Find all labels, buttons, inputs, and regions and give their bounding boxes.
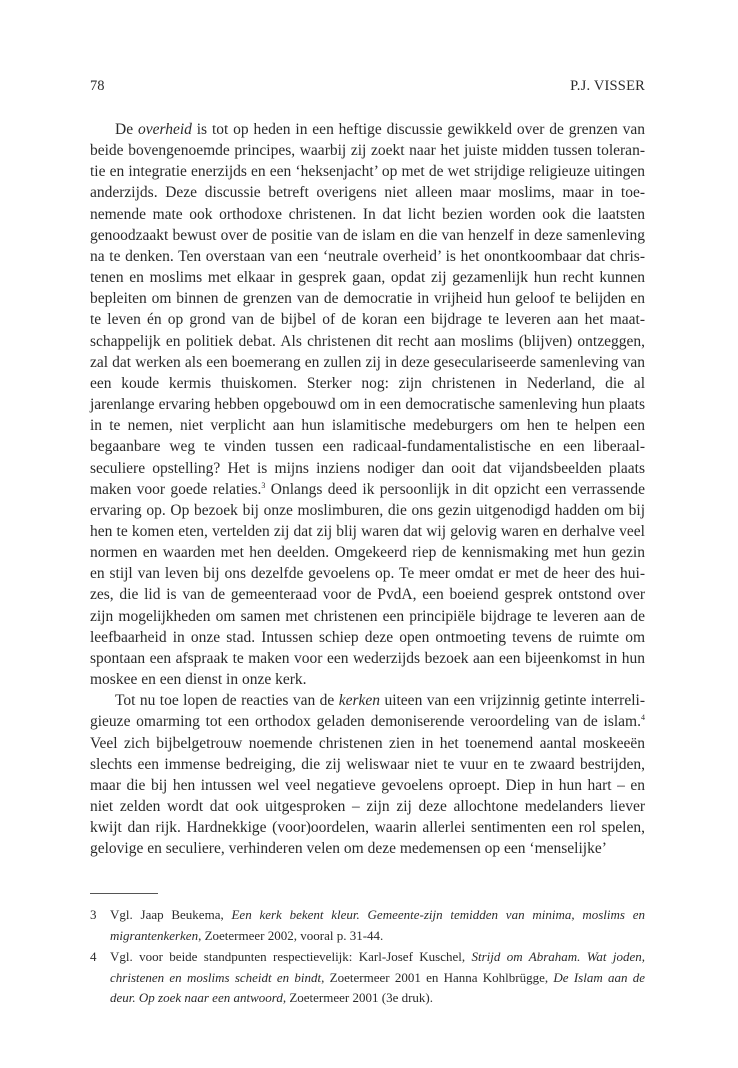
footnote-middle: , Zoetermeer 2001 en Hanna Kohlbrügge, [321, 969, 554, 985]
footnote [90, 947, 645, 1009]
footnote-suffix: Zoetermeer 2001 (3e druk). [286, 990, 434, 1005]
footnote-text [110, 947, 645, 1009]
footnote-title: Een kerk bekent kleur. Gemeente-zijn temidden van minima, moslims en migrantenkerken [110, 907, 645, 943]
footnote-reference[interactable]: 4 [641, 713, 645, 723]
footnote-prefix: Vgl. Jaap Beukema, [110, 907, 232, 922]
footnote-title: De Islam aan de deur. Op zoek naar een antwoord, [110, 969, 645, 1005]
paragraph-text: is tot op heden in een heftige discussie gewikkeld over de grenzen van beide bovengenoemde principes, waarbij zij zoekt naar het juiste midden tussen tolerantie en integratie enerzijds en een ‘heksenjacht’ op met de wet strijdige religieuze uitingen anderzijds. Deze discussie betreft overigens niet alleen maar moslims, maar in toenemende mate ook orthodoxe christenen. In dat licht bezien worden ook die laatsten genoodzaakt bewust over de positie van de islam en die van henzelf in deze samenleving na te denken. Ten overstaan van een ‘neutrale overheid’ is het onontkoombaar dat christenen en moslims met elkaar in gesprek gaan, opdat zij gezamenlijk hun recht kunnen bepleiten om binnen de grenzen van de democratie in vrijheid hun geloof te belijden en te leven én op grond van de bijbel of de koran een bijdrage te leveren aan het maatschappelijk en politiek debat. Als christenen dit recht aan moslims (blijven) ontzeggen, zal dat werken als een boemerang en zullen zij in deze geseculariseerde samenleving van een koude kermis thuiskomen. Sterker nog: zijn christenen in Nederland, die al jarenlange ervaring hebben opgebouwd om in een democratische samenleving hun plaats in te nemen, niet verplicht aan hun islamitische medeburgers om hen te helpen een begaanbare weg te vinden tussen een radicaal-fundamentalistische en een liberaal-seculiere opstelling? Het is mijns inziens nodiger dan ooit dat vijandsbeelden plaats maken voor goede relaties. [90, 121, 645, 498]
footnote [90, 905, 645, 946]
footnote-number: 3 [90, 907, 97, 922]
footnote-number: 4 [90, 949, 97, 964]
emphasized-term: overheid [137, 121, 192, 138]
body-text [90, 119, 645, 859]
footnote-reference[interactable]: 3 [261, 480, 266, 490]
footnote-prefix: Vgl. voor beide standpunten respectievelijk: Karl-Josef Kuschel, [110, 949, 472, 964]
emphasized-term: kerken [338, 692, 381, 710]
footnotes [90, 905, 645, 1010]
running-head: P.J. VISSER [570, 78, 645, 94]
page-number: 78 [90, 78, 105, 94]
paragraph-intro: De [115, 121, 138, 138]
footnote-divider [90, 893, 158, 894]
paragraph-kerken [90, 690, 645, 859]
paragraph-intro: Tot nu toe lopen de reacties van de [115, 692, 339, 710]
paragraph-text: Onlangs deed ik persoonlijk in dit opzicht een verrassende ervaring op. Op bezoek bij onze moslimburen, die ons gezin uitgenodigd hadden om bij hen te komen eten, vertelden zij dat zij blij waren dat wij gelovig waren en derhalve veel normen en waarden met hen deelden. Omgekeerd riep de kennismaking met hun gezin en stijl van leven bij ons dezelfde gevoelens op. Te meer omdat er met de heer des huizes, die lid is van de gemeenteraad voor de PvdA, een boeiend gesprek ontstond over zijn mogelijkheden om samen met christenen een principiële bijdrage te leveren aan de leefbaarheid in onze stad. Intussen schiep deze open ontmoeting tevens de ruimte om spontaan een afspraak te maken voor een wederzijds bezoek aan een bijeenkomst in hun moskee en een dienst in onze kerk. [90, 480, 645, 689]
paragraph-text: uiteen van een vrijzinnig getinte interreligieuze omarming tot een orthodox geladen demoniserende veroordeling van de islam. [90, 692, 646, 731]
footnote-text [110, 905, 645, 946]
paragraph-overheid [90, 119, 645, 690]
footnote-suffix: , Zoetermeer 2002, vooral p. 31-44. [198, 927, 384, 943]
paragraph-text: Veel zich bijbelgetrouw noemende christenen zien in het toenemend aantal moskeeën slechts een immense bedreiging, die zij weliswaar niet te vuur en te zwaard bestrijden, maar die bij hen intussen wel veel negatieve gevoelens oproept. Diep in hun hart – en niet zelden wordt dat ook uitgesproken – zijn zij deze allochtone medelanders liever kwijt dan rijk. Hardnekkige (voor)oordelen, waarin allerlei sentimenten een rol spelen, gelovige en seculiere, verhinderen velen om deze medemensen op een ‘menselijke’ [90, 734, 645, 858]
footnote-title: Strijd om Abraham. Wat joden, christenen en moslims scheidt en bindt [110, 949, 645, 985]
